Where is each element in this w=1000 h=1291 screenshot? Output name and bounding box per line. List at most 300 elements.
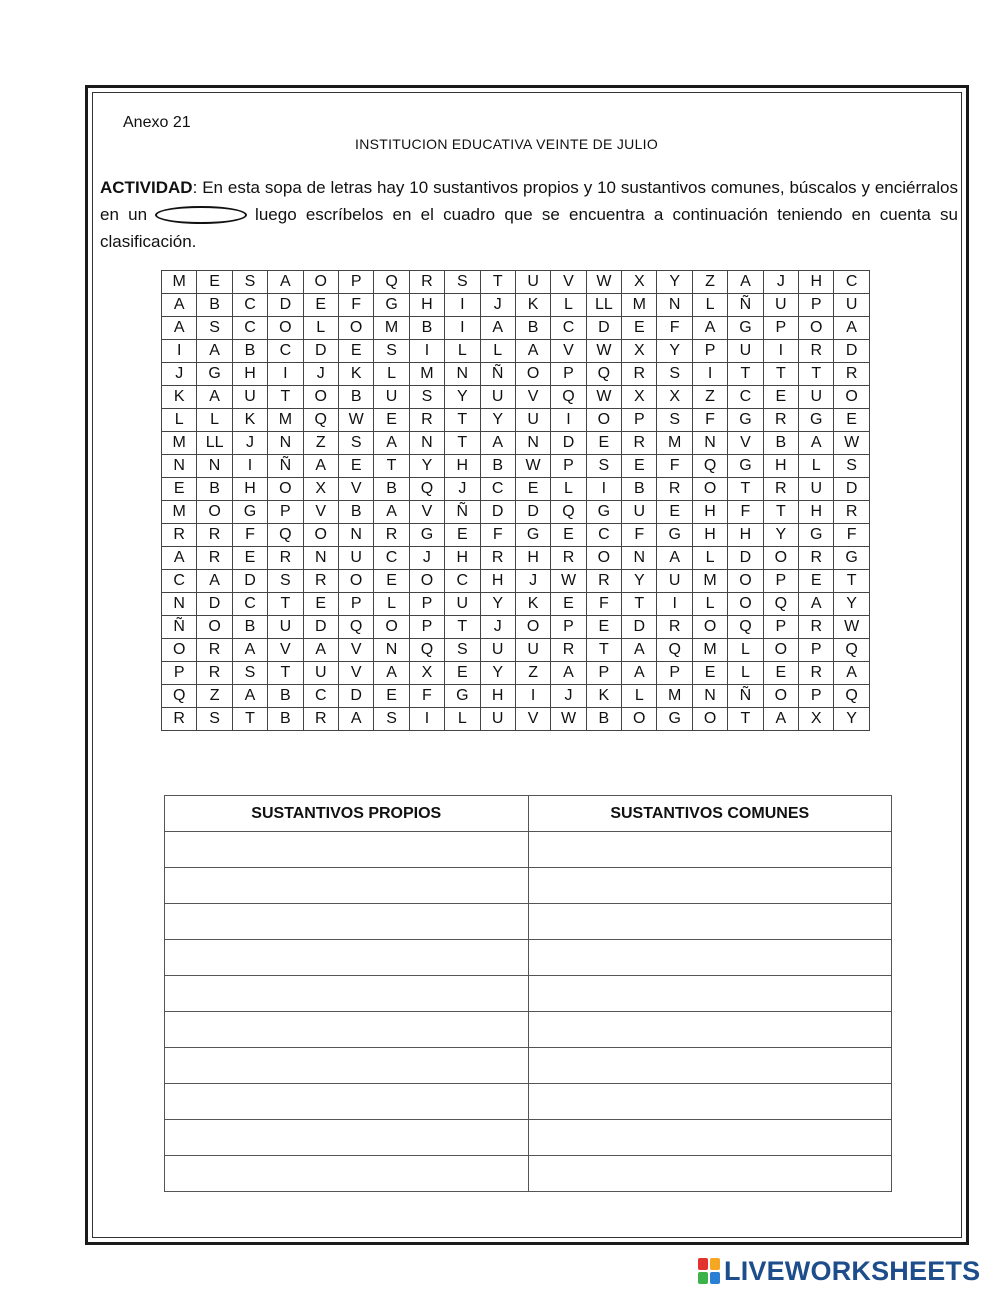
grid-cell[interactable]: U — [480, 386, 515, 409]
grid-cell[interactable]: Ñ — [162, 616, 197, 639]
grid-cell[interactable]: G — [799, 409, 834, 432]
grid-cell[interactable]: H — [692, 524, 727, 547]
grid-cell[interactable]: V — [338, 639, 373, 662]
grid-cell[interactable]: T — [480, 271, 515, 294]
grid-cell[interactable]: P — [692, 340, 727, 363]
answer-cell-propios[interactable] — [165, 832, 529, 868]
grid-cell[interactable]: S — [338, 432, 373, 455]
grid-cell[interactable]: J — [232, 432, 267, 455]
grid-cell[interactable]: Y — [480, 662, 515, 685]
grid-cell[interactable]: Y — [834, 593, 869, 616]
grid-cell[interactable]: V — [515, 708, 550, 731]
grid-cell[interactable]: H — [515, 547, 550, 570]
grid-cell[interactable]: C — [374, 547, 409, 570]
grid-cell[interactable]: F — [586, 593, 621, 616]
grid-cell[interactable]: R — [834, 501, 869, 524]
grid-cell[interactable]: Q — [586, 363, 621, 386]
grid-cell[interactable]: Ñ — [728, 294, 763, 317]
grid-cell[interactable]: H — [728, 524, 763, 547]
grid-cell[interactable]: Ñ — [445, 501, 480, 524]
grid-cell[interactable]: N — [374, 639, 409, 662]
grid-cell[interactable]: O — [834, 386, 869, 409]
grid-cell[interactable]: D — [834, 478, 869, 501]
grid-cell[interactable]: T — [763, 363, 798, 386]
grid-cell[interactable]: E — [763, 662, 798, 685]
grid-cell[interactable]: D — [303, 616, 338, 639]
grid-cell[interactable]: F — [409, 685, 444, 708]
answer-cell-propios[interactable] — [165, 904, 529, 940]
answer-cell-propios[interactable] — [165, 1156, 529, 1192]
grid-cell[interactable]: A — [303, 639, 338, 662]
grid-cell[interactable]: U — [268, 616, 303, 639]
grid-cell[interactable]: C — [551, 317, 586, 340]
grid-cell[interactable]: U — [515, 409, 550, 432]
grid-cell[interactable]: R — [374, 524, 409, 547]
grid-cell[interactable]: D — [834, 340, 869, 363]
grid-cell[interactable]: L — [480, 340, 515, 363]
grid-cell[interactable]: E — [197, 271, 232, 294]
grid-cell[interactable]: H — [232, 478, 267, 501]
grid-cell[interactable]: N — [657, 294, 692, 317]
grid-cell[interactable]: P — [622, 409, 657, 432]
grid-cell[interactable]: B — [268, 708, 303, 731]
grid-cell[interactable]: Q — [834, 685, 869, 708]
grid-cell[interactable]: T — [445, 616, 480, 639]
grid-cell[interactable]: A — [374, 662, 409, 685]
grid-cell[interactable]: B — [338, 501, 373, 524]
grid-cell[interactable]: X — [303, 478, 338, 501]
grid-cell[interactable]: Q — [338, 616, 373, 639]
grid-cell[interactable]: V — [551, 340, 586, 363]
grid-cell[interactable]: P — [268, 501, 303, 524]
grid-cell[interactable]: H — [480, 570, 515, 593]
grid-cell[interactable]: D — [728, 547, 763, 570]
grid-cell[interactable]: D — [268, 294, 303, 317]
grid-cell[interactable]: M — [692, 570, 727, 593]
grid-cell[interactable]: Q — [551, 501, 586, 524]
grid-cell[interactable]: K — [162, 386, 197, 409]
answer-cell-propios[interactable] — [165, 1048, 529, 1084]
grid-cell[interactable]: F — [834, 524, 869, 547]
grid-cell[interactable]: L — [303, 317, 338, 340]
grid-cell[interactable]: P — [551, 363, 586, 386]
grid-cell[interactable]: O — [162, 639, 197, 662]
answer-cell-comunes[interactable] — [528, 976, 892, 1012]
grid-cell[interactable]: H — [763, 455, 798, 478]
grid-cell[interactable]: T — [268, 386, 303, 409]
grid-cell[interactable]: Ñ — [480, 363, 515, 386]
grid-cell[interactable]: T — [232, 708, 267, 731]
grid-cell[interactable]: F — [338, 294, 373, 317]
grid-cell[interactable]: P — [763, 317, 798, 340]
grid-cell[interactable]: Y — [409, 455, 444, 478]
grid-cell[interactable]: R — [409, 409, 444, 432]
grid-cell[interactable]: G — [445, 685, 480, 708]
grid-cell[interactable]: O — [586, 409, 621, 432]
grid-cell[interactable]: T — [763, 501, 798, 524]
grid-cell[interactable]: B — [515, 317, 550, 340]
grid-cell[interactable]: V — [303, 501, 338, 524]
grid-cell[interactable]: C — [728, 386, 763, 409]
grid-cell[interactable]: N — [268, 432, 303, 455]
grid-cell[interactable]: Q — [657, 639, 692, 662]
grid-cell[interactable]: G — [728, 317, 763, 340]
grid-cell[interactable]: B — [232, 616, 267, 639]
grid-cell[interactable]: B — [338, 386, 373, 409]
grid-cell[interactable]: P — [799, 639, 834, 662]
grid-cell[interactable]: P — [763, 616, 798, 639]
grid-cell[interactable]: T — [374, 455, 409, 478]
grid-cell[interactable]: U — [303, 662, 338, 685]
grid-cell[interactable]: D — [232, 570, 267, 593]
grid-cell[interactable]: E — [232, 547, 267, 570]
grid-cell[interactable]: H — [692, 501, 727, 524]
grid-cell[interactable]: A — [232, 685, 267, 708]
grid-cell[interactable]: E — [338, 340, 373, 363]
grid-cell[interactable]: A — [232, 639, 267, 662]
grid-cell[interactable]: S — [445, 271, 480, 294]
grid-cell[interactable]: C — [162, 570, 197, 593]
grid-cell[interactable]: O — [515, 616, 550, 639]
grid-cell[interactable]: Q — [834, 639, 869, 662]
grid-cell[interactable]: F — [657, 317, 692, 340]
grid-cell[interactable]: L — [445, 340, 480, 363]
grid-cell[interactable]: N — [622, 547, 657, 570]
grid-cell[interactable]: N — [515, 432, 550, 455]
grid-cell[interactable]: Y — [480, 409, 515, 432]
grid-cell[interactable]: T — [586, 639, 621, 662]
grid-cell[interactable]: N — [692, 685, 727, 708]
grid-cell[interactable]: Y — [622, 570, 657, 593]
grid-cell[interactable]: G — [586, 501, 621, 524]
grid-cell[interactable]: M — [162, 271, 197, 294]
grid-cell[interactable]: G — [657, 524, 692, 547]
grid-cell[interactable]: U — [763, 294, 798, 317]
grid-cell[interactable]: I — [162, 340, 197, 363]
grid-cell[interactable]: N — [303, 547, 338, 570]
grid-cell[interactable]: E — [692, 662, 727, 685]
grid-cell[interactable]: Ñ — [728, 685, 763, 708]
grid-cell[interactable]: A — [162, 547, 197, 570]
grid-cell[interactable]: M — [657, 432, 692, 455]
grid-cell[interactable]: U — [834, 294, 869, 317]
grid-cell[interactable]: V — [268, 639, 303, 662]
grid-cell[interactable]: C — [232, 294, 267, 317]
grid-cell[interactable]: P — [338, 593, 373, 616]
grid-cell[interactable]: E — [374, 570, 409, 593]
grid-cell[interactable]: LL — [586, 294, 621, 317]
grid-cell[interactable]: B — [409, 317, 444, 340]
grid-cell[interactable]: I — [409, 340, 444, 363]
grid-cell[interactable]: A — [303, 455, 338, 478]
grid-cell[interactable]: E — [586, 616, 621, 639]
grid-cell[interactable]: O — [692, 478, 727, 501]
grid-cell[interactable]: W — [586, 386, 621, 409]
grid-cell[interactable]: X — [622, 340, 657, 363]
grid-cell[interactable]: E — [338, 455, 373, 478]
grid-cell[interactable]: R — [799, 616, 834, 639]
grid-cell[interactable]: T — [728, 478, 763, 501]
grid-cell[interactable]: E — [799, 570, 834, 593]
grid-cell[interactable]: B — [232, 340, 267, 363]
answer-cell-comunes[interactable] — [528, 1156, 892, 1192]
grid-cell[interactable]: A — [197, 386, 232, 409]
grid-cell[interactable]: LL — [197, 432, 232, 455]
grid-cell[interactable]: A — [763, 708, 798, 731]
answer-cell-propios[interactable] — [165, 1012, 529, 1048]
grid-cell[interactable]: E — [622, 317, 657, 340]
grid-cell[interactable]: W — [551, 708, 586, 731]
grid-cell[interactable]: E — [374, 685, 409, 708]
grid-cell[interactable]: D — [303, 340, 338, 363]
grid-cell[interactable]: R — [162, 708, 197, 731]
grid-cell[interactable]: K — [586, 685, 621, 708]
grid-cell[interactable]: C — [834, 271, 869, 294]
grid-cell[interactable]: J — [480, 294, 515, 317]
grid-cell[interactable]: J — [409, 547, 444, 570]
grid-cell[interactable]: A — [268, 271, 303, 294]
grid-cell[interactable]: Z — [515, 662, 550, 685]
grid-cell[interactable]: C — [232, 593, 267, 616]
grid-cell[interactable]: Z — [692, 271, 727, 294]
grid-cell[interactable]: W — [338, 409, 373, 432]
grid-cell[interactable]: A — [197, 570, 232, 593]
grid-cell[interactable]: I — [268, 363, 303, 386]
grid-cell[interactable]: O — [303, 524, 338, 547]
grid-cell[interactable]: L — [374, 593, 409, 616]
grid-cell[interactable]: C — [232, 317, 267, 340]
grid-cell[interactable]: M — [374, 317, 409, 340]
answer-cell-propios[interactable] — [165, 940, 529, 976]
grid-cell[interactable]: C — [445, 570, 480, 593]
grid-cell[interactable]: L — [728, 639, 763, 662]
grid-cell[interactable]: B — [622, 478, 657, 501]
grid-cell[interactable]: F — [657, 455, 692, 478]
grid-cell[interactable]: P — [409, 593, 444, 616]
grid-cell[interactable]: X — [409, 662, 444, 685]
grid-cell[interactable]: F — [622, 524, 657, 547]
grid-cell[interactable]: J — [551, 685, 586, 708]
grid-cell[interactable]: Z — [303, 432, 338, 455]
grid-cell[interactable]: R — [268, 547, 303, 570]
grid-cell[interactable]: R — [197, 662, 232, 685]
grid-cell[interactable]: L — [162, 409, 197, 432]
grid-cell[interactable]: J — [303, 363, 338, 386]
grid-cell[interactable]: R — [586, 570, 621, 593]
grid-cell[interactable]: P — [338, 271, 373, 294]
grid-cell[interactable]: O — [268, 478, 303, 501]
grid-cell[interactable]: R — [162, 524, 197, 547]
grid-cell[interactable]: E — [445, 662, 480, 685]
answer-cell-propios[interactable] — [165, 1120, 529, 1156]
grid-cell[interactable]: E — [657, 501, 692, 524]
grid-cell[interactable]: T — [268, 593, 303, 616]
grid-cell[interactable]: O — [268, 317, 303, 340]
grid-cell[interactable]: Q — [692, 455, 727, 478]
grid-cell[interactable]: R — [197, 524, 232, 547]
grid-cell[interactable]: E — [551, 524, 586, 547]
grid-cell[interactable]: O — [586, 547, 621, 570]
grid-cell[interactable]: P — [763, 570, 798, 593]
answer-cell-comunes[interactable] — [528, 1048, 892, 1084]
answer-cell-propios[interactable] — [165, 1084, 529, 1120]
grid-cell[interactable]: O — [692, 616, 727, 639]
grid-cell[interactable]: I — [657, 593, 692, 616]
grid-cell[interactable]: R — [409, 271, 444, 294]
grid-cell[interactable]: C — [586, 524, 621, 547]
grid-cell[interactable]: R — [799, 662, 834, 685]
grid-cell[interactable]: L — [622, 685, 657, 708]
grid-cell[interactable]: A — [799, 432, 834, 455]
grid-cell[interactable]: T — [622, 593, 657, 616]
grid-cell[interactable]: D — [586, 317, 621, 340]
answer-cell-comunes[interactable] — [528, 940, 892, 976]
grid-cell[interactable]: S — [445, 639, 480, 662]
grid-cell[interactable]: B — [374, 478, 409, 501]
grid-cell[interactable]: Ñ — [268, 455, 303, 478]
grid-cell[interactable]: A — [622, 662, 657, 685]
grid-cell[interactable]: I — [445, 317, 480, 340]
grid-cell[interactable]: U — [799, 386, 834, 409]
grid-cell[interactable]: T — [728, 363, 763, 386]
grid-cell[interactable]: M — [162, 432, 197, 455]
grid-cell[interactable]: K — [232, 409, 267, 432]
grid-cell[interactable]: G — [374, 294, 409, 317]
answer-cell-comunes[interactable] — [528, 1084, 892, 1120]
grid-cell[interactable]: S — [232, 271, 267, 294]
grid-cell[interactable]: R — [303, 570, 338, 593]
grid-cell[interactable]: I — [515, 685, 550, 708]
grid-cell[interactable]: A — [197, 340, 232, 363]
grid-cell[interactable]: L — [197, 409, 232, 432]
grid-cell[interactable]: X — [622, 386, 657, 409]
grid-cell[interactable]: N — [409, 432, 444, 455]
grid-cell[interactable]: Q — [374, 271, 409, 294]
grid-cell[interactable]: C — [303, 685, 338, 708]
grid-cell[interactable]: N — [197, 455, 232, 478]
grid-cell[interactable]: O — [338, 317, 373, 340]
grid-cell[interactable]: A — [622, 639, 657, 662]
grid-cell[interactable]: Q — [162, 685, 197, 708]
grid-cell[interactable]: E — [834, 409, 869, 432]
grid-cell[interactable]: N — [692, 432, 727, 455]
grid-cell[interactable]: U — [445, 593, 480, 616]
grid-cell[interactable]: A — [162, 294, 197, 317]
grid-cell[interactable]: P — [799, 685, 834, 708]
grid-cell[interactable]: S — [197, 708, 232, 731]
grid-cell[interactable]: V — [728, 432, 763, 455]
grid-cell[interactable]: S — [374, 340, 409, 363]
grid-cell[interactable]: S — [657, 409, 692, 432]
grid-cell[interactable]: T — [728, 708, 763, 731]
grid-cell[interactable]: D — [480, 501, 515, 524]
grid-cell[interactable]: P — [162, 662, 197, 685]
grid-cell[interactable]: V — [409, 501, 444, 524]
grid-cell[interactable]: I — [445, 294, 480, 317]
grid-cell[interactable]: O — [728, 570, 763, 593]
grid-cell[interactable]: V — [515, 386, 550, 409]
grid-cell[interactable]: O — [515, 363, 550, 386]
grid-cell[interactable]: A — [162, 317, 197, 340]
grid-cell[interactable]: U — [338, 547, 373, 570]
grid-cell[interactable]: A — [374, 501, 409, 524]
grid-cell[interactable]: E — [162, 478, 197, 501]
grid-cell[interactable]: P — [551, 616, 586, 639]
grid-cell[interactable]: F — [728, 501, 763, 524]
grid-cell[interactable]: N — [162, 593, 197, 616]
grid-cell[interactable]: S — [374, 708, 409, 731]
grid-cell[interactable]: Q — [551, 386, 586, 409]
grid-cell[interactable]: K — [515, 593, 550, 616]
grid-cell[interactable]: O — [338, 570, 373, 593]
grid-cell[interactable]: G — [197, 363, 232, 386]
grid-cell[interactable]: B — [197, 478, 232, 501]
grid-cell[interactable]: G — [232, 501, 267, 524]
grid-cell[interactable]: Y — [657, 271, 692, 294]
grid-cell[interactable]: R — [622, 432, 657, 455]
grid-cell[interactable]: D — [197, 593, 232, 616]
grid-cell[interactable]: D — [338, 685, 373, 708]
grid-cell[interactable]: Q — [728, 616, 763, 639]
grid-cell[interactable]: I — [409, 708, 444, 731]
grid-cell[interactable]: Q — [409, 639, 444, 662]
grid-cell[interactable]: T — [268, 662, 303, 685]
answer-cell-propios[interactable] — [165, 976, 529, 1012]
grid-cell[interactable]: G — [515, 524, 550, 547]
grid-cell[interactable]: U — [480, 639, 515, 662]
grid-cell[interactable]: L — [445, 708, 480, 731]
grid-cell[interactable]: Q — [763, 593, 798, 616]
grid-cell[interactable]: E — [622, 455, 657, 478]
grid-cell[interactable]: Z — [197, 685, 232, 708]
grid-cell[interactable]: F — [692, 409, 727, 432]
grid-cell[interactable]: U — [799, 478, 834, 501]
grid-cell[interactable]: X — [657, 386, 692, 409]
grid-cell[interactable]: T — [445, 409, 480, 432]
grid-cell[interactable]: M — [268, 409, 303, 432]
grid-cell[interactable]: E — [551, 593, 586, 616]
grid-cell[interactable]: O — [763, 547, 798, 570]
grid-cell[interactable]: S — [409, 386, 444, 409]
grid-cell[interactable]: W — [586, 340, 621, 363]
grid-cell[interactable]: O — [197, 616, 232, 639]
grid-cell[interactable]: U — [622, 501, 657, 524]
grid-cell[interactable]: O — [622, 708, 657, 731]
grid-cell[interactable]: E — [445, 524, 480, 547]
grid-cell[interactable]: R — [799, 340, 834, 363]
grid-cell[interactable]: O — [374, 616, 409, 639]
grid-cell[interactable]: Q — [303, 409, 338, 432]
grid-cell[interactable]: Z — [692, 386, 727, 409]
grid-cell[interactable]: H — [409, 294, 444, 317]
grid-cell[interactable]: I — [763, 340, 798, 363]
grid-cell[interactable]: N — [162, 455, 197, 478]
answer-cell-propios[interactable] — [165, 868, 529, 904]
grid-cell[interactable]: E — [374, 409, 409, 432]
grid-cell[interactable]: B — [586, 708, 621, 731]
grid-cell[interactable]: H — [799, 501, 834, 524]
grid-cell[interactable]: T — [799, 363, 834, 386]
grid-cell[interactable]: O — [763, 685, 798, 708]
grid-cell[interactable]: K — [515, 294, 550, 317]
grid-cell[interactable]: R — [480, 547, 515, 570]
grid-cell[interactable]: G — [728, 455, 763, 478]
grid-cell[interactable]: G — [728, 409, 763, 432]
grid-cell[interactable]: L — [692, 294, 727, 317]
grid-cell[interactable]: A — [657, 547, 692, 570]
grid-cell[interactable]: J — [480, 616, 515, 639]
grid-cell[interactable]: S — [657, 363, 692, 386]
